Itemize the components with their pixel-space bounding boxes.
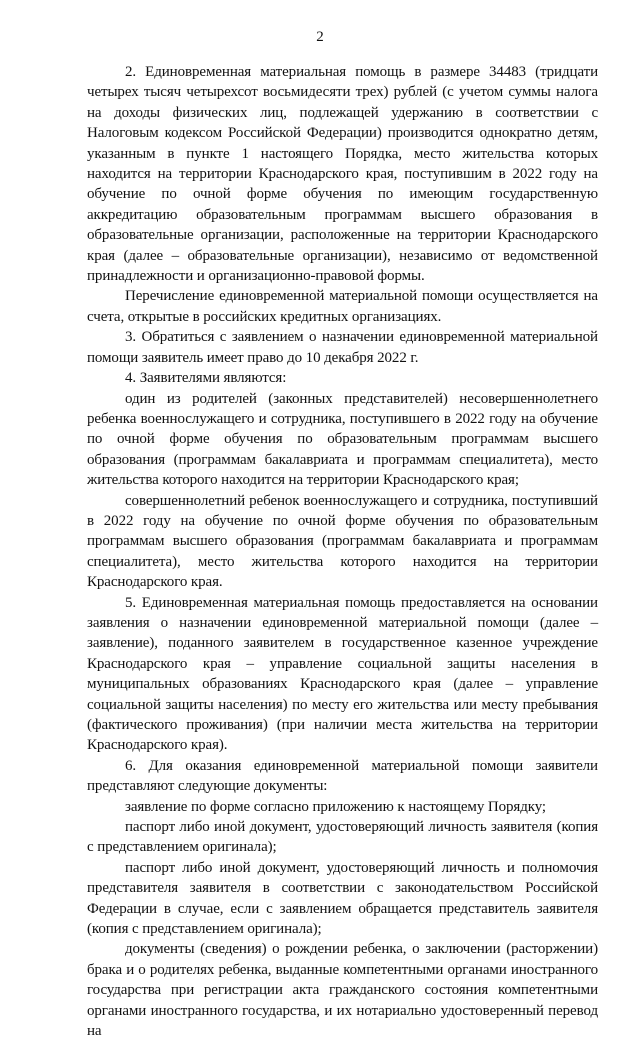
page-number: 2 [316,29,324,45]
paragraph-item-5: 5. Единовременная материальная помощь предоставляется на основании заявления о назначении единовременной материальной помощи (далее – заявление), поданного заявителем в государственное казенное учреждение Краснодарского края – управление социальной защиты населения в муниципальных образованиях Краснодарского края (далее – управление социальной защиты населения) по месту его жительства или месту пребывания (фактического проживания) (при наличии места жительства на территории Краснодарского края). [87,594,598,754]
paragraph-item-4: 4. Заявителями являются: [125,370,287,387]
paragraph-applicant-adult-child: совершеннолетний ребенок военнослужащего и сотрудника, поступивший в 2022 году на обучение по очной форме обучения по образовательным программам высшего образования (программам бакалавриата и программам специалитета), место жительства которого находится на территории Краснодарского края. [87,492,598,591]
paragraph-item-2: 2. Единовременная материальная помощь в размере 34483 (тридцати четырех тысяч четырехсот восьмидесяти трех) рублей (с учетом суммы налога на доходы физических лиц, подлежащей удержанию в соответствии с Налоговым кодексом Российской Федерации) производится однократно детям, указанным в пункте 1 настоящего Порядка, место жительства которых находится на территории Краснодарского края, поступившим в 2022 году на обучение по очной форме обучения по имеющим государственную аккредитацию образовательным программам высшего образования в образовательные организации, расположенные на территории Краснодарского края (далее – образовательные организации), независимо от ведомственной принадлежности и организационно-правовой формы. [87,64,598,285]
paragraph-doc-birth-records: документы (сведения) о рождении ребенка, о заключении (расторжении) брака и о родителях ребенка, выданные компетентными органами иностранного государства при регистрации акта гражданского состояния компетентными органами иностранного государства, и их нотариально удостоверенный перевод на [87,941,598,1040]
paragraph-payment-transfer: Перечисление единовременной материальной помощи осуществляется на счета, открытые в российских кредитных организациях. [87,288,598,325]
document-body [87,62,598,1042]
paragraph-item-6: 6. Для оказания единовременной материальной помощи заявители представляют следующие документы: [87,757,598,795]
paragraph-item-3: 3. Обратиться с заявлением о назначении единовременной материальной помощи заявитель имеет право до 10 декабря 2022 г. [87,329,598,366]
paragraph-doc-passport: паспорт либо иной документ, удостоверяющий личность заявителя (копия с представлением оригинала); [87,819,598,856]
paragraph-doc-representative: паспорт либо иной документ, удостоверяющий личность и полномочия представителя заявителя в соответствии с законодательством Российской Федерации в случае, если с заявлением обращается представитель заявителя (копия с представлением оригинала); [87,859,598,938]
paragraph-doc-application: заявление по форме согласно приложению к настоящему Порядку; [125,798,546,815]
paragraph-applicant-parent: один из родителей (законных представителей) несовершеннолетнего ребенка военнослужащего и сотрудника, поступившего в 2022 году на обучение по очной форме обучения по образовательным программам высшего образования (программам бакалавриата и программам специалитета), место жительства которого находится на территории Краснодарского края; [87,390,598,489]
